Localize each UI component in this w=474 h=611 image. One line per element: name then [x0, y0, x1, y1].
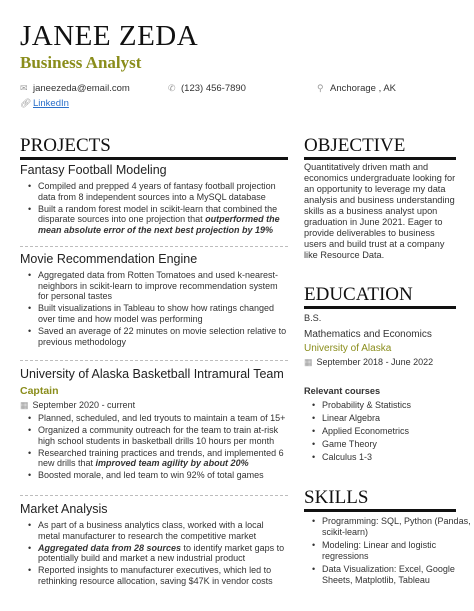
projects-heading: PROJECTS — [20, 135, 111, 156]
phone-text: (123) 456-7890 — [181, 83, 246, 94]
skill-item: • Modeling: Linear and logistic regressions — [322, 540, 472, 561]
linkedin-icon: 🔗︎ — [20, 98, 32, 108]
courses-list — [304, 400, 472, 465]
candidate-title: Business Analyst — [20, 53, 142, 72]
linkedin-contact[interactable] — [20, 97, 69, 110]
bullet-item: • Organized a community outreach for the team to train at-risk high school students in basketball drills 10 hours per month — [38, 425, 288, 446]
phone-icon: ✆ — [168, 83, 176, 93]
calendar-icon: ▦ — [304, 357, 313, 367]
project-title: Market Analysis — [20, 502, 108, 516]
project-bullets — [20, 270, 288, 349]
email-icon: ✉ — [20, 83, 28, 93]
bullet-item: • Researched training practices and trends, and implemented 6 new drills that improved team agility by about 20% — [38, 448, 288, 469]
divider — [20, 495, 288, 496]
course-item: • Calculus 1-3 — [322, 452, 472, 463]
skill-item: • Programming: SQL, Python (Pandas, scikit-learn) — [322, 516, 472, 537]
skills-heading: SKILLS — [304, 487, 369, 508]
project-date: ▦ September 2020 - current — [20, 400, 136, 410]
degree: B.S. — [304, 313, 322, 323]
objective-text: Quantitatively driven math and economics undergraduate looking for an opportunity to leverage my data analysis and business understanding skills as a business analyst upon graduation in June 2021. Eager to provide deliverables to business users and build trust at a company like Resource Data. — [304, 162, 456, 260]
objective-heading: OBJECTIVE — [304, 135, 406, 156]
email-text: janeezeda@email.com — [33, 83, 130, 94]
project-bullets — [20, 181, 288, 237]
phone-contact — [168, 82, 246, 95]
skills-rule — [304, 509, 456, 512]
location-text: Anchorage , AK — [330, 83, 397, 94]
project-bullets — [20, 413, 288, 483]
bullet-item: • As part of a business analytics class, worked with a local metal manufacturer to research the competitive market — [38, 520, 288, 541]
education-date: ▦ September 2018 - June 2022 — [304, 357, 434, 367]
project-title: University of Alaska Basketball Intramural Team — [20, 367, 284, 381]
email-contact[interactable] — [20, 82, 130, 95]
education-rule — [304, 306, 456, 309]
course-item: • Linear Algebra — [322, 413, 472, 424]
bullet-item: • Compiled and prepped 4 years of fantasy football projection data from 8 independent sources into a MySQL database — [38, 181, 288, 202]
course-item: • Applied Econometrics — [322, 426, 472, 437]
project-bullets — [20, 520, 288, 588]
skill-item: • Data Visualization: Excel, Google Sheets, Matplotlib, Tableau — [322, 564, 472, 585]
courses-label: Relevant courses — [304, 386, 381, 396]
objective-rule — [304, 157, 456, 160]
bullet-item: • Reported insights to manufacturer executives, which led to rethinking resource allocation, saving $47K in vendor costs — [38, 565, 288, 586]
skills-list — [304, 516, 472, 589]
bullet-item: • Saved an average of 22 minutes on movie selection relative to previous methodology — [38, 326, 288, 347]
school-name: University of Alaska — [304, 343, 392, 354]
course-item: • Probability & Statistics — [322, 400, 472, 411]
location-contact — [317, 82, 396, 95]
candidate-name: JANEE ZEDA — [20, 20, 199, 52]
bullet-item: • Aggregated data from Rotten Tomatoes and used k-nearest-neighbors in scikit-learn to improve recommendation system for personal tastes — [38, 270, 288, 302]
project-role: Captain — [20, 385, 59, 397]
project-title: Movie Recommendation Engine — [20, 252, 198, 266]
linkedin-link[interactable]: LinkedIn — [33, 98, 69, 109]
projects-rule — [20, 157, 288, 160]
education-heading: EDUCATION — [304, 284, 413, 305]
divider — [20, 360, 288, 361]
bullet-item: • Aggregated data from 28 sources to identify market gaps to potentially build and market a new industrial product — [38, 543, 288, 564]
bullet-item: • Built visualizations in Tableau to show how ratings changed over time and how model was performing — [38, 303, 288, 324]
bullet-item: • Built a random forest model in scikit-learn that combined the disparate sources into one projection that outperformed the mean absolute error of the next best projection by 19% — [38, 204, 288, 236]
project-title: Fantasy Football Modeling — [20, 163, 167, 177]
course-item: • Game Theory — [322, 439, 472, 450]
major: Mathematics and Economics — [304, 329, 432, 340]
bullet-item: • Boosted morale, and led team to win 92% of total games — [38, 470, 288, 481]
bullet-item: • Planned, scheduled, and led tryouts to maintain a team of 15+ — [38, 413, 288, 424]
calendar-icon: ▦ — [20, 400, 29, 410]
location-pin-icon: ⚲ — [317, 83, 324, 93]
divider — [20, 246, 288, 247]
